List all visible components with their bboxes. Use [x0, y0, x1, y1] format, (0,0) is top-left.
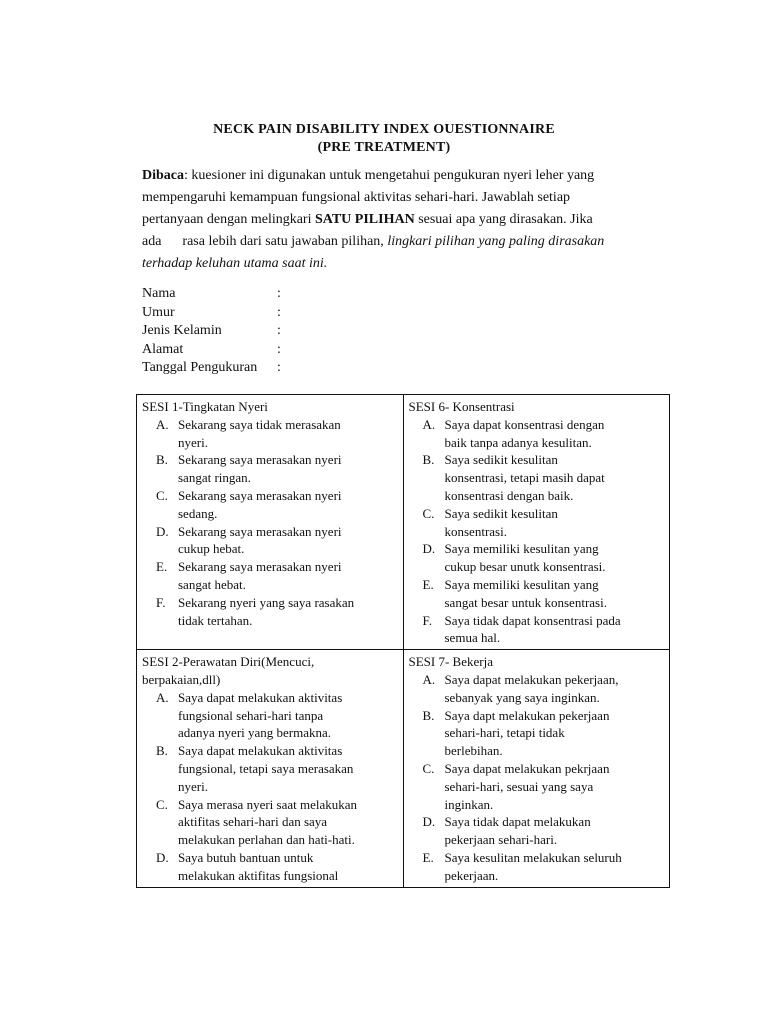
option-item[interactable]	[142, 849, 399, 885]
option-item[interactable]	[409, 505, 666, 541]
instructions-text: sesuai apa yang dirasakan. Jika	[414, 212, 593, 227]
option-letter: A.	[156, 689, 169, 705]
option-item[interactable]	[409, 813, 666, 849]
option-letter: C.	[422, 505, 435, 521]
option-text: Saya kesulitan melakukan seluruh	[444, 849, 622, 865]
instructions-italic: terhadap keluhan utama saat ini.	[142, 256, 328, 271]
option-text: nyeri.	[178, 778, 208, 794]
option-text: aktifitas sehari-hari dan saya	[178, 814, 328, 830]
option-letter: C.	[156, 796, 168, 812]
option-text: baik tanpa adanya kesulitan.	[444, 434, 592, 450]
option-item[interactable]	[409, 671, 666, 707]
table-row	[137, 650, 670, 887]
option-letter: A.	[422, 671, 436, 687]
option-item[interactable]	[409, 760, 666, 813]
option-item[interactable]	[409, 451, 666, 504]
section-7-cell	[403, 650, 670, 887]
field-colon: :	[277, 323, 281, 338]
instructions-text: ada rasa lebih dari satu jawaban pilihan,	[142, 234, 388, 249]
instructions-label: Dibaca	[142, 168, 184, 183]
option-letter: A.	[422, 416, 436, 432]
option-text: sedang.	[178, 505, 218, 521]
option-text: konsentrasi dengan baik.	[444, 487, 574, 503]
option-item[interactable]	[409, 612, 666, 648]
option-text: adanya nyeri yang bermakna.	[178, 725, 332, 741]
option-text: inginkan.	[444, 796, 494, 812]
instructions-emphasis: SATU PILIHAN	[314, 212, 415, 227]
option-letter: C.	[156, 487, 168, 503]
option-item[interactable]	[142, 742, 399, 795]
option-letter: B.	[422, 452, 435, 468]
field-colon: :	[277, 304, 281, 320]
option-letter: E.	[422, 576, 434, 592]
instructions-text: : kuesioner ini digunakan untuk mengetahui pengukuran nyeri leher yang	[184, 168, 595, 183]
section-2-title: SESI 2-Perawatan Diri(Mencuci,	[142, 654, 315, 670]
option-letter: B.	[422, 707, 435, 723]
option-text: sangat besar untuk konsentrasi.	[444, 594, 607, 610]
option-letter: A.	[156, 416, 169, 432]
questionnaire-table	[136, 394, 670, 888]
option-item[interactable]	[142, 416, 399, 452]
field-colon: :	[277, 341, 281, 357]
option-text: pekerjaan.	[444, 867, 499, 883]
field-label: Jenis Kelamin	[142, 323, 222, 338]
option-item[interactable]	[142, 523, 399, 559]
section-2-title: berpakaian,dll)	[142, 671, 221, 687]
option-text: Saya dapat melakukan pekrjaan	[444, 760, 610, 776]
section-1-title: SESI 1-Tingkatan Nyeri	[142, 399, 268, 414]
option-text: Saya dapat melakukan pekerjaan,	[444, 671, 619, 687]
option-item[interactable]	[142, 558, 399, 594]
option-text: sehari-hari, tetapi tidak	[444, 725, 565, 741]
option-text: Sekarang saya tidak merasakan	[178, 416, 341, 432]
option-text: Saya sedikit kesulitan	[444, 505, 558, 521]
option-letter: D.	[156, 849, 169, 865]
option-text: Saya tidak dapat melakukan	[444, 814, 591, 830]
option-text: Sekarang saya merasakan nyeri	[178, 452, 342, 468]
option-text: Saya sedikit kesulitan	[444, 452, 558, 468]
option-item[interactable]	[142, 689, 399, 742]
instructions-text: pertanyaan dengan melingkari	[142, 212, 315, 227]
option-letter: C.	[422, 760, 435, 776]
option-letter: B.	[156, 743, 168, 759]
option-letter: F.	[422, 612, 432, 628]
option-text: pekerjaan sehari-hari.	[444, 832, 558, 848]
option-text: cukup hebat.	[178, 541, 245, 557]
option-text: fungsional sehari-hari tanpa	[178, 707, 324, 723]
option-text: Sekarang saya merasakan nyeri	[178, 559, 342, 575]
option-text: nyeri.	[178, 434, 208, 450]
option-text: Saya tidak dapat konsentrasi pada	[444, 612, 621, 628]
option-letter: D.	[156, 523, 169, 539]
field-label: Nama	[142, 286, 176, 301]
option-item[interactable]	[409, 540, 666, 576]
option-text: sebanyak yang saya inginkan.	[444, 689, 600, 705]
option-text: melakukan aktifitas fungsional	[178, 867, 339, 883]
section-2-options	[142, 689, 399, 885]
option-text: konsentrasi, tetapi masih dapat	[444, 470, 605, 486]
instructions-text: mempengaruhi kemampuan fungsional aktivitas sehari-hari. Jawablah setiap	[142, 190, 571, 205]
field-label: Alamat	[142, 341, 184, 357]
option-text: Sekarang saya merasakan nyeri	[178, 523, 342, 539]
option-text: sehari-hari, sesuai yang saya	[444, 778, 594, 794]
field-colon: :	[277, 286, 281, 301]
section-6-options	[409, 416, 666, 647]
option-text: fungsional, tetapi saya merasakan	[178, 760, 354, 776]
option-item[interactable]	[142, 594, 399, 630]
section-6-title: SESI 6- Konsentrasi	[408, 399, 515, 414]
section-1-options	[142, 416, 399, 630]
option-text: cukup besar unutk konsentrasi.	[444, 559, 606, 575]
option-text: semua hal.	[444, 630, 501, 646]
field-label: Umur	[142, 304, 175, 320]
option-letter: E.	[422, 849, 434, 865]
section-1-cell	[137, 395, 404, 650]
document-subtitle: (PRE TREATMENT)	[317, 140, 451, 155]
option-item[interactable]	[409, 416, 666, 452]
instructions-paragraph	[142, 165, 642, 275]
option-text: Saya merasa nyeri saat melakukan	[178, 796, 358, 812]
option-text: Saya dapat melakukan aktivitas	[178, 743, 343, 759]
option-item[interactable]	[409, 707, 666, 760]
option-item[interactable]	[409, 849, 666, 885]
option-text: berlebihan.	[444, 743, 503, 759]
option-letter: B.	[156, 452, 168, 468]
option-text: Saya dapat melakukan aktivitas	[178, 689, 343, 705]
option-letter: F.	[156, 594, 166, 610]
option-item[interactable]	[142, 451, 399, 487]
option-text: Sekarang saya merasakan nyeri	[178, 487, 342, 503]
option-letter: D.	[422, 541, 436, 557]
document-title: NECK PAIN DISABILITY INDEX OUESTIONNAIRE	[213, 122, 555, 137]
option-text: Saya dapat konsentrasi dengan	[444, 416, 605, 432]
option-item[interactable]	[142, 796, 399, 849]
section-7-options	[409, 671, 666, 885]
section-7-title: SESI 7- Bekerja	[408, 654, 493, 670]
option-text: melakukan perlahan dan hati-hati.	[178, 832, 355, 848]
table-row	[137, 395, 670, 650]
option-text: sangat ringan.	[178, 470, 251, 486]
option-text: konsentrasi.	[444, 523, 507, 539]
option-text: Saya memiliki kesulitan yang	[444, 576, 599, 592]
option-text: Saya dapt melakukan pekerjaan	[444, 707, 610, 723]
option-text: sangat hebat.	[178, 576, 246, 592]
section-2-cell	[137, 650, 404, 887]
instructions-italic: lingkari pilihan yang paling dirasakan	[387, 234, 605, 249]
field-label: Tanggal Pengukuran	[142, 360, 258, 375]
option-letter: D.	[422, 814, 436, 830]
option-text: Saya butuh bantuan untuk	[178, 849, 314, 865]
option-text: Saya memiliki kesulitan yang	[444, 541, 599, 557]
option-text: tidak tertahan.	[178, 612, 253, 628]
option-item[interactable]	[142, 487, 399, 523]
option-text: Sekarang nyeri yang saya rasakan	[178, 594, 355, 610]
section-6-cell	[403, 395, 670, 650]
option-letter: E.	[156, 559, 168, 575]
field-colon: :	[277, 360, 281, 375]
option-item[interactable]	[409, 576, 666, 612]
